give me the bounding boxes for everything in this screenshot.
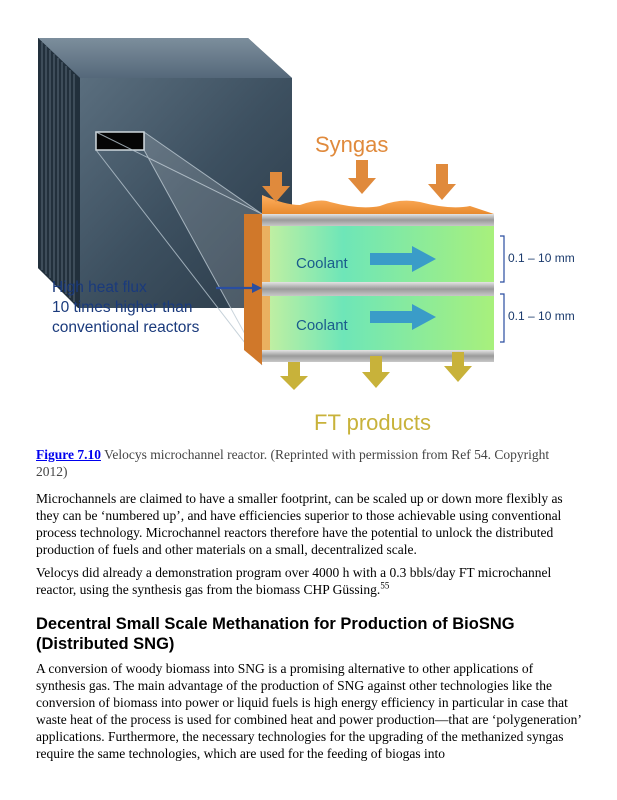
coolant-label-lower: Coolant [296, 317, 348, 334]
dimension-label-lower: 0.1 – 10 mm [508, 309, 575, 323]
reactor-cutaway [244, 195, 494, 365]
heat-flux-line-1: High heat flux [52, 279, 147, 296]
paragraph-velocys [36, 564, 584, 598]
reference-55: 55 [380, 580, 390, 591]
ft-products-label: FT products [314, 410, 431, 435]
dimension-label-upper: 0.1 – 10 mm [508, 251, 575, 265]
dimension-brackets [500, 236, 504, 342]
coolant-label-upper: Coolant [296, 255, 348, 272]
figure-caption [36, 446, 584, 480]
paragraph-microchannels: Microchannels are claimed to have a smaller footprint, can be scaled up or down more flexibly as they can be ‘numbered up’, and have efficiencies superior to those achievable using conventional process technology. Microchannel reactors therefore have the potential to unlock the distributed production of fuels and other materials on a small, decentralized scale. [36, 491, 563, 557]
section-heading: Decentral Small Scale Methanation for Production of BioSNG (Distributed SNG) [36, 615, 515, 653]
paragraph-conversion: A conversion of woody biomass into SNG is a promising alternative to other applications of synthesis gas. The main advantage of the production of SNG against other technologies like the conversion of biomass into power or liquid fuels is high energy efficiency in particular in case that waste heat of the process is used for combined heat and power production—that are ‘polygeneration’ applications. Furthermore, the necessary technologies for the upgrading of the methanized syngas require the same technologies, which are used for the feeding of biogas into [36, 661, 581, 761]
heat-flux-line-2: 10 times higher than [52, 299, 193, 316]
figure-reference-link[interactable]: Figure 7.10 [36, 447, 101, 462]
paragraph-velocys-text: Velocys did already a demonstration program over 4000 h with a 0.3 bbls/day FT microchannel reactor, using the synthesis gas from the biomass CHP Güssing. [36, 565, 552, 597]
syngas-label: Syngas [315, 132, 389, 157]
heat-flux-line-3: conventional reactors [52, 319, 200, 336]
caption-text: Velocys microchannel reactor. (Reprinted with permission from Ref 54. Copyright 2012) [36, 447, 550, 479]
